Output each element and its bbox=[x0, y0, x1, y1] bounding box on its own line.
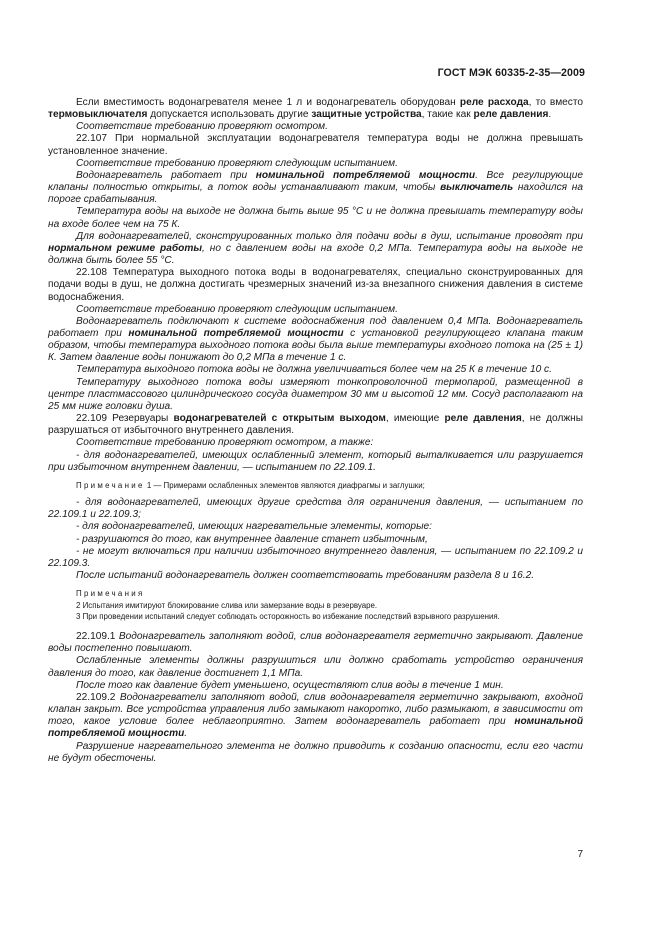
clause-22-107: 22.107 При нормальной эксплуатации водонагревателя температура воды не должна превышать установленное значение. bbox=[48, 133, 583, 157]
list-item: - для водонагревателей, имеющих другие средства для ограничения давления, — испытанием по 22.109.1 и 22.109.3; bbox=[48, 497, 583, 521]
note-1: Примечание 1 — Примерами ослабленных элементов являются диафрагмы и заглушки; bbox=[76, 480, 425, 490]
clause-22-108: 22.108 Температура выходного потока воды в водонагревателях, специально сконструированных для подачи воды в душ, не должна достигать чрезмерных значений из-за внезапного снижения давления в системе водоснабжения. bbox=[48, 267, 583, 303]
list-item: - для водонагревателей, имеющих нагревательные элементы, которые: bbox=[76, 521, 432, 533]
test-paragraph: Температура воды на выходе не должна быть выше 95 °С и не должна превышать температуру воды на входе более чем на 75 К. bbox=[48, 206, 583, 230]
clause-22-109: 22.109 Резервуары водонагревателей с открытым выходом, имеющие реле давления, не должны разрушаться от избыточного внутреннего давления. bbox=[48, 413, 583, 437]
test-paragraph: Температуру выходного потока воды измеряют тонкопроволочной термопарой, размещенной в центре пластмассового цилиндрического сосуда диаметром 30 мм и высотой 12 мм. Сосуд располагают на 25 мм ниже головки душа. bbox=[48, 376, 583, 412]
notes-heading: Примечания bbox=[76, 589, 145, 599]
test-paragraph: Водонагреватель подключают к системе водоснабжения под давлением 0,4 МПа. Водонагреватель работает при номинальной потребляемой мощности с установкой регулирующего клапана таким образом, чтобы температура выходного потока воды была выше температуры входного потока на (25 ± 1) К. Затем давление воды понижают до 0,2 МПа в течение 1 с. bbox=[48, 315, 584, 364]
test-paragraph: Температура выходного потока воды не должна увеличиваться более чем на 25 К в течение 10 с. bbox=[76, 364, 552, 376]
document-header: ГОСТ МЭК 60335-2-35—2009 bbox=[437, 67, 585, 79]
note-2: 2 Испытания имитируют блокирование слива или замерзание воды в резервуаре. bbox=[76, 600, 378, 610]
test-paragraph: После того как давление будет уменьшено, осуществляют слив воды в течение 1 мин. bbox=[76, 679, 504, 691]
clause-22-109-1: 22.109.1 Водонагреватель заполняют водой, слив водонагревателя герметично закрывают. Давление воды постепенно повышают. bbox=[48, 631, 583, 655]
list-item: - не могут включаться при наличии избыточного внутреннего давления, — испытанием по 22.109.2 и 22.109.3. bbox=[48, 545, 583, 569]
compliance-text: Соответствие требованию проверяют осмотром, а также: bbox=[76, 437, 374, 449]
document-body bbox=[48, 97, 583, 765]
compliance-text: Соответствие требованию проверяют осмотром. bbox=[76, 121, 328, 133]
test-paragraph: Разрушение нагревательного элемента не должно приводить к созданию опасности, если его части не будут обесточены. bbox=[48, 740, 583, 764]
list-item: - разрушаются до того, как внутреннее давление станет избыточным, bbox=[76, 533, 428, 545]
page-number: 7 bbox=[577, 849, 583, 860]
paragraph: Если вместимость водонагревателя менее 1 л и водонагреватель оборудован реле расхода, то вместо термовыключателя допускается использовать другие защитные устройства, такие как реле давления. bbox=[48, 97, 584, 121]
compliance-text: Соответствие требованию проверяют следующим испытанием. bbox=[76, 157, 398, 169]
test-paragraph: Водонагреватель работает при номинальной потребляемой мощности. Все регулирующие клапаны полностью открыты, а поток воды устанавливают таким, чтобы выключатель находился на пороге срабатывания. bbox=[48, 169, 583, 206]
compliance-text: Соответствие требованию проверяют следующим испытанием. bbox=[76, 303, 398, 315]
note-3: 3 При проведении испытаний следует соблюдать осторожность во избежание последствий взрывного разрушения. bbox=[76, 611, 500, 621]
test-paragraph: Ослабленные элементы должны разрушиться или должно сработать устройство ограничения давления до того, как давление достигнет 1,1 МПа. bbox=[48, 655, 583, 679]
compliance-text: После испытаний водонагреватель должен соответствовать требованиям раздела 8 и 16.2. bbox=[76, 570, 535, 582]
clause-22-109-2: 22.109.2 Водонагреватели заполняют водой, слив водонагревателя герметично закрывают, входной клапан закрыт. Все устройства управления либо замыкают накоротко, либо размыкают, в зависимости от того, какое условие более неблагоприятно. Затем водонагреватель работает при номинальной потребляемой мощности. bbox=[48, 691, 583, 740]
list-item: - для водонагревателей, имеющих ослабленный элемент, который выталкивается или разрушается при избыточном внутреннем давлении, — испытанием по 22.109.1. bbox=[48, 449, 583, 473]
test-paragraph: Для водонагревателей, сконструированных только для подачи воды в душ, испытание проводят при нормальном режиме работы, но с давлением воды на входе 0,2 МПа. Температура воды на выходе не должна быть более 55 °С. bbox=[48, 230, 583, 267]
